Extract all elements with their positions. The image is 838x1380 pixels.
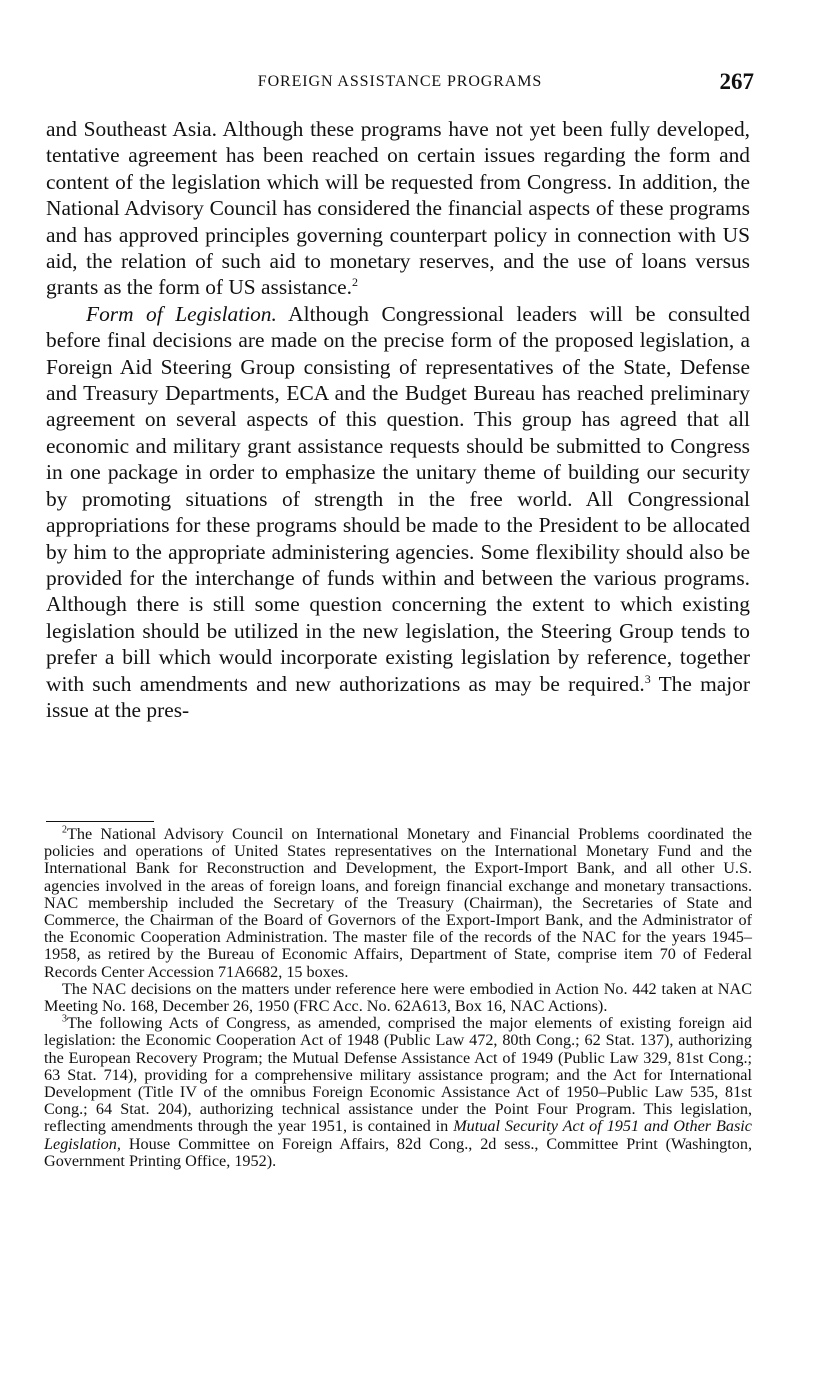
footnote-text: The National Advisory Council on International Monetary and Financial Problems coordinated the policies and operations of United States representatives on the International Monetary Fund and the International Bank for Reconstruction and Development, the Export-Import Bank, and all other U.S. agencies involved in the areas of foreign loans, and foreign financial exchange and monetary transactions. NAC membership included the Secretary of the Treasury (Chairman), the Secretaries of State and Commerce, the Chairman of the Board of Governors of the Export-Import Bank, and the Administrator of the Economic Cooperation Administration. The master file of the records of the NAC for the years 1945–1958, as retired by the Bureau of Economic Affairs, Department of State, comprise item 70 of Federal Records Center Accession 71A6682, 15 boxes.: [44, 825, 752, 981]
footnote-text: The following Acts of Congress, as amended, comprised the major elements of existing foreign aid legislation: the Economic Cooperation Act of 1948 (Public Law 472, 80th Cong.; 62 Stat. 137), authorizing the European Recovery Program; the Mutual Defense Assistance Act of 1949 (Public Law 329, 81st Cong.; 63 Stat. 714), providing for a comprehensive military assistance program; and the Act for International Development (Title IV of the omnibus Foreign Economic Assistance Act of 1950–Public Law 535, 81st Cong.; 64 Stat. 204), authorizing technical assistance under the Point Four Program. This legislation, reflecting amendments through the year 1951, is contained in: [44, 1014, 752, 1136]
footnotes: [44, 826, 752, 1170]
footnote-ref-2[interactable]: 2: [351, 275, 358, 290]
page-number: 267: [719, 69, 754, 94]
paragraph-continued: [46, 116, 750, 301]
footnote-2-continued: [44, 981, 752, 1015]
paragraph-form-of-legislation: [46, 301, 750, 724]
publication-title: Mutual Security Act of 1951 and Other Basic Legislation,: [44, 1117, 752, 1153]
page-header: [46, 70, 754, 100]
footnote-text-end: House Committee on Foreign Affairs, 82d Cong., 2d sess., Committee Print (Washington, Government Printing Office, 1952).: [44, 1134, 752, 1170]
footnote-text: The NAC decisions on the matters under reference here were embodied in Action No. 442 taken at NAC Meeting No. 168, December 26, 1950 (FRC Acc. No. 62A613, Box 16, NAC Actions).: [44, 979, 752, 1016]
footnote-2: [44, 826, 752, 981]
section-run-in-heading: Form of Legislation.: [86, 301, 277, 326]
paragraph-text-tail: The major issue at the pres-: [46, 671, 750, 722]
footnote-mark-3: 3: [62, 1013, 67, 1025]
footnote-mark-2: 2: [62, 824, 67, 836]
footnote-3: [44, 1015, 752, 1170]
running-head: FOREIGN ASSISTANCE PROGRAMS: [257, 73, 543, 90]
paragraph-text: and Southeast Asia. Although these programs have not yet been fully developed, tentative agreement has been reached on certain issues regarding the form and content of the legislation which will be requested from Congress. In addition, the National Advisory Council has considered the financial aspects of these programs and has approved principles governing counterpart policy in connection with US aid, the relation of such aid to monetary reserves, and the use of loans versus grants as the form of US assistance.: [46, 117, 750, 300]
paragraph-text: Although Congressional leaders will be consulted before final decisions are made on the precise form of the proposed legislation, a Foreign Aid Steering Group consisting of representatives of the State, Defense and Treasury Departments, ECA and the Budget Bureau has reached preliminary agreement on several aspects of this question. This group has agreed that all economic and military grant assistance requests should be submitted to Congress in one package in order to emphasize the unitary theme of building our security by promoting situations of strength in the free world. All Congressional appropriations for these programs should be made to the President to be allocated by him to the appropriate administering agencies. Some flexibility should also be provided for the interchange of funds within and between the various programs. Although there is still some question concerning the extent to which existing legislation should be utilized in the new legislation, the Steering Group tends to prefer a bill which would incorporate existing legislation by reference, together with such amendments and new authorizations as may be required.: [46, 301, 751, 696]
footnote-ref-3[interactable]: 3: [644, 671, 651, 686]
footnote-rule: [46, 821, 154, 822]
body-text: [46, 116, 750, 723]
